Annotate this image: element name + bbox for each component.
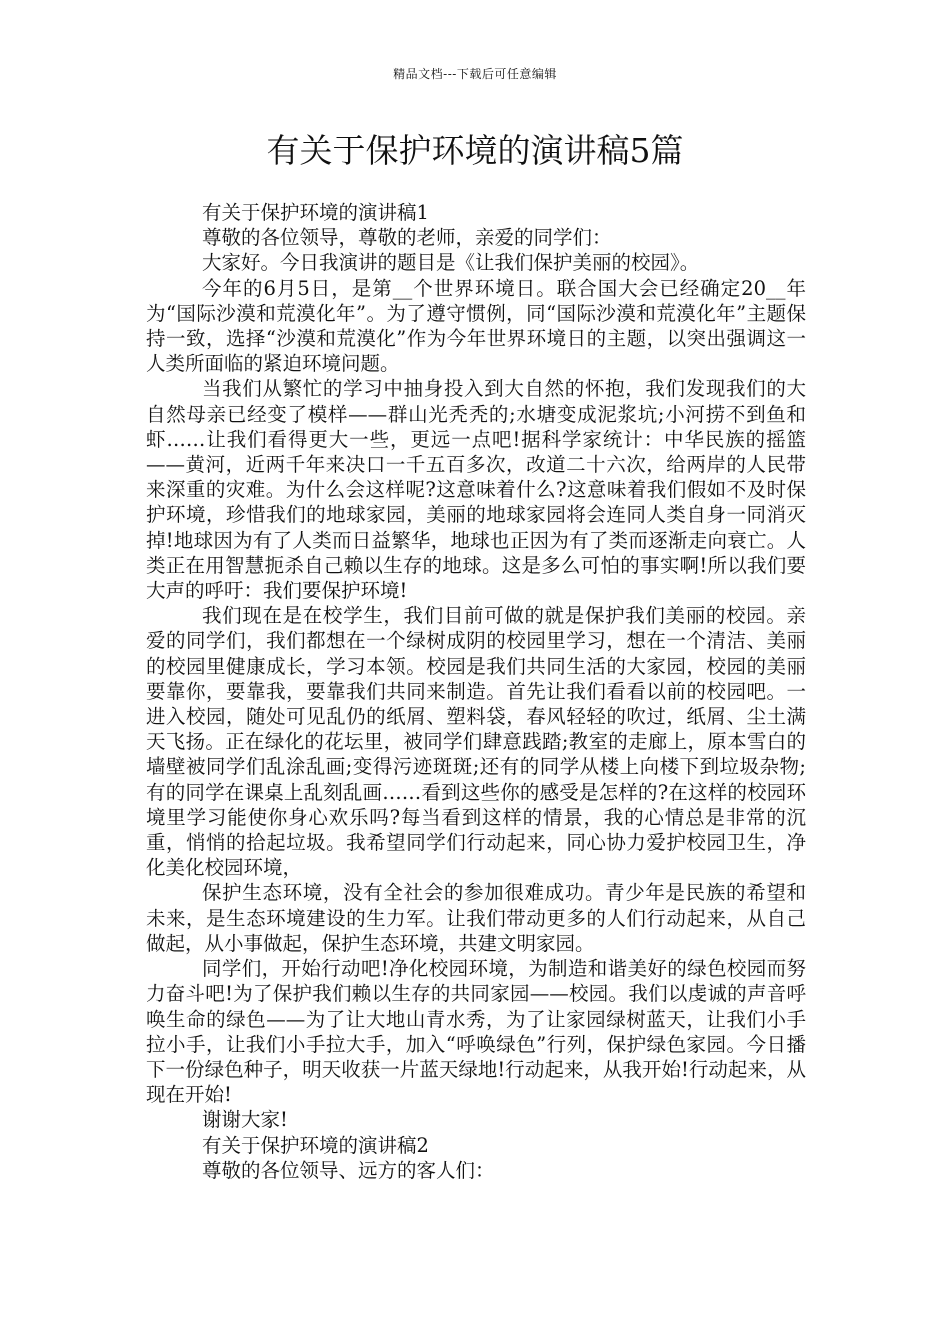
greeting-paragraph: 大家好。今日我演讲的题目是《让我们保护美丽的校园》。	[202, 251, 700, 275]
body-paragraph: 当我们从繁忙的学习中抽身投入到大自然的怀抱，我们发现我们的大自然母亲已经变了模样——群山光秃秃的;水塘变成泥浆坑;小河捞不到鱼和虾……让我们看得更大一些，更远一点吧!据科学家统计：中华民族的摇篮——黄河，近两千年来决口一千五百多次，改道二十六次，给两岸的人民带来深重的灾难。为什么会这样呢?这意味着什么?这意味着我们假如不及时保护环境，珍惜我们的地球家园，美丽的地球家园将会连同人类自身一同消灭掉!地球因为有了人类而日益繁华，地球也正因为有了类而逐渐走向衰亡。人类正在用智慧扼杀自己赖以生存的地球。这是多么可怕的事实啊!所以我们要大声的呼吁：我们要保护环境!	[146, 377, 806, 603]
document-title: 有关于保护环境的演讲稿5篇	[266, 131, 684, 170]
body-paragraph: 保护生态环境，没有全社会的参加很难成功。青少年是民族的希望和未来，是生态环境建设的生力军。让我们带动更多的人们行动起来，从自己做起，从小事做起，保护生态环境，共建文明家园。	[146, 881, 806, 955]
subtitle-speech-1: 有关于保护环境的演讲稿1	[202, 201, 429, 224]
salutation-paragraph: 尊敬的各位领导，尊敬的老师，亲爱的同学们：	[202, 226, 612, 250]
salutation-paragraph-2: 尊敬的各位领导、远方的客人们：	[202, 1158, 495, 1182]
body-paragraph: 我们现在是在校学生，我们目前可做的就是保护我们美丽的校园。亲爱的同学们，我们都想在一个绿树成阴的校园里学习，想在一个清洁、美丽的校园里健康成长，学习本领。校园是我们共同生活的大家园，校园的美丽要靠你，要靠我，要靠我们共同来制造。首先让我们看看以前的校园吧。一进入校园，随处可见乱仍的纸屑、塑料袋，春风轻轻的吹过，纸屑、尘土满天飞扬。正在绿化的花坛里，被同学们肆意践踏;教室的走廊上，原本雪白的墙壁被同学们乱涂乱画;变得污迹斑斑;还有的同学从楼上向楼下到垃圾杂物;有的同学在课桌上乱刻乱画……看到这些你的感受是怎样的?在这样的校园环境里学习能使你身心欢乐吗?每当看到这样的情景，我的心情总是非常的沉重，悄悄的拾起垃圾。我希望同学们行动起来，同心协力爱护校园卫生，净化美化校园环境，	[146, 604, 806, 880]
thanks-paragraph: 谢谢大家!	[202, 1108, 288, 1132]
body-paragraph: 今年的6月5日，是第__个世界环境日。联合国大会已经确定20__年为“国际沙漠和荒漠化年”。为了遵守惯例，同“国际沙漠和荒漠化年”主题保持一致，选择“沙漠和荒漠化”作为今年世界环境日的主题，以突出强调这一人类所面临的紧迫环境问题。	[146, 276, 806, 376]
header-note: 精品文档---下载后可任意编辑	[393, 67, 557, 81]
document-body	[146, 200, 806, 1183]
body-paragraph: 同学们，开始行动吧!净化校园环境，为制造和谐美好的绿色校园而努力奋斗吧!为了保护我们赖以生存的共同家园——校园。我们以虔诚的声音呼唤生命的绿色——为了让大地山青水秀，为了让家园绿树蓝天，让我们小手拉小手，让我们小手拉大手，加入“呼唤绿色”行列，保护绿色家园。今日播下一份绿色种子，明天收获一片蓝天绿地!行动起来，从我开始!行动起来，从现在开始!	[146, 957, 806, 1107]
subtitle-speech-2: 有关于保护环境的演讲稿2	[202, 1133, 429, 1157]
